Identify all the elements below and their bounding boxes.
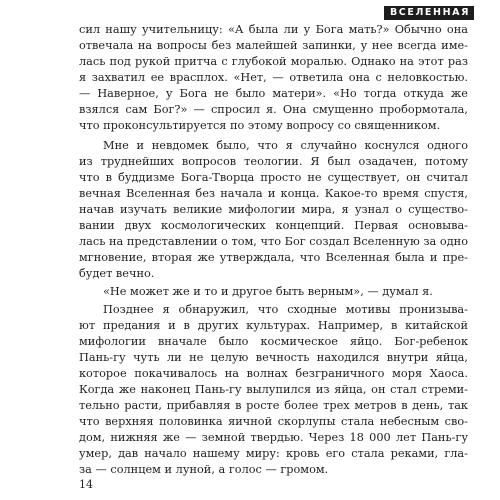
text-line: отвечала на вопросы без малейшей запинки, у нее всегда име- (79, 39, 468, 52)
text-line: умер, дав начало нашему миру: кровь его стала реками, гла- (79, 447, 468, 460)
running-header: ВСЕЛЕННАЯ (384, 6, 474, 20)
text-line: будет вечно. (79, 267, 155, 280)
text-line: вании двух космологических концепций. Первая основыва- (79, 219, 468, 232)
text-line: — Наверное, у Бога не было матери». «Но тогда откуда же (79, 87, 468, 100)
text-line: Когда же наконец Пань-гу вылупился из яйца, он стал стреми- (79, 383, 468, 396)
text-line: которое покачивалось на волнах безграничного моря Хаоса. (79, 367, 468, 380)
text-line: лась на представлении о том, что Бог создал Вселенную за одно (79, 235, 468, 248)
text-line: ют предания и в других культурах. Например, в китайской (79, 319, 468, 332)
text-line: Мне и невдомек было, что я случайно коснулся одного (103, 139, 468, 152)
text-line: что в буддизме Бога-Творца просто не существует, он считал (79, 171, 468, 184)
text-line: что проконсультируется по этому вопросу со священником. (79, 119, 441, 132)
text-line: взялся сам Бог?» — спросил я. Она смущенно пробормотала, (79, 103, 468, 116)
text-line: лась под рукой притча с глубокой моралью. Однако на этот раз (79, 55, 468, 68)
text-line: Позднее я обнаружил, что сходные мотивы пронизыва- (103, 303, 468, 316)
text-line: начав изучать великие мифологии мира, я узнал о существо- (79, 203, 468, 216)
text-line: «Не может же и то и другое быть верным», — думал я. (103, 285, 433, 298)
text-line: я захватил ее врасплох. «Нет, — ответила она с неловкостью. (79, 71, 468, 84)
text-line: тельно расти, прибавляя в росте более трех метров в день, так (79, 399, 468, 412)
text-line: сил нашу учительницу: «А была ли у Бога мать?» Обычно она (79, 23, 468, 36)
text-line: за — солнцем и луной, а голос — громом. (79, 463, 329, 476)
text-line: дом, нижняя же — земной твердью. Через 18 000 лет Пань-гу (79, 431, 468, 444)
text-line: вечная Вселенная без начала и конца. Какое-то время спустя, (79, 187, 468, 200)
text-line: Пань-гу чуть ли не целую вечность находился внутри яйца, (79, 351, 468, 364)
text-line: из труднейших вопросов теологии. Я был озадачен, потому (79, 155, 468, 168)
page-number: 14 (79, 478, 93, 491)
text-line: мгновение, вторая же утверждала, что Вселенная была и пре- (79, 251, 468, 264)
text-line: что верхняя половинка яичной скорлупы стала небесным сво- (79, 415, 468, 428)
text-line: мифологии вначале было космическое яйцо. Бог-ребенок (79, 335, 468, 348)
